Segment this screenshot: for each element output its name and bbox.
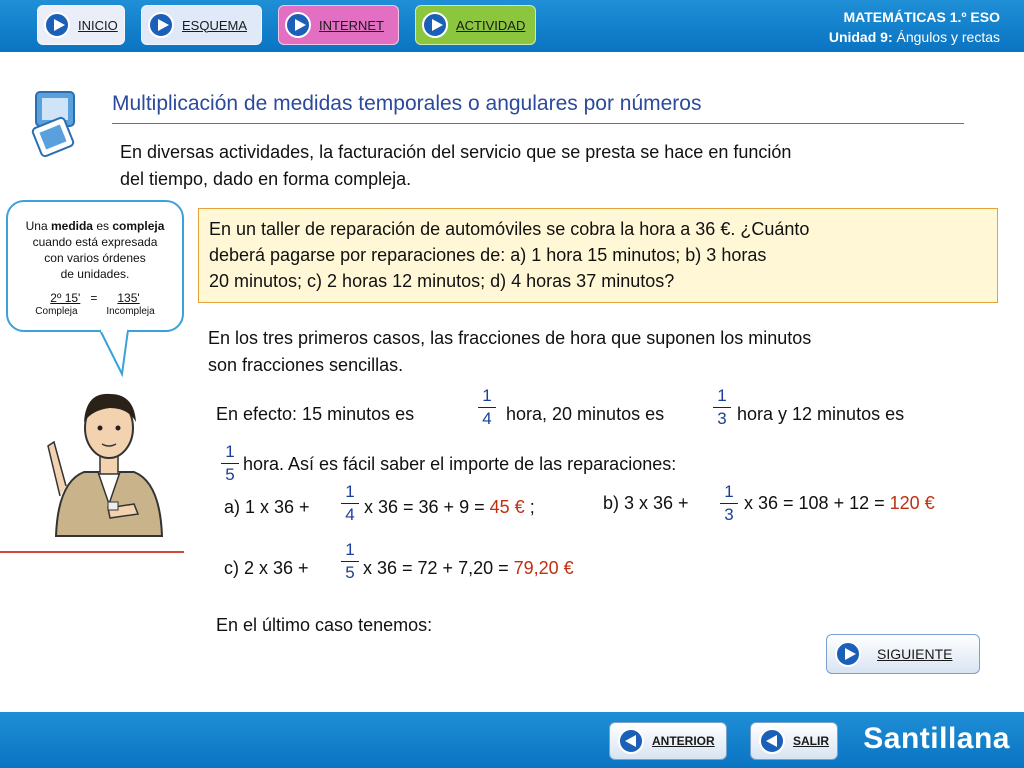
salir-label: SALIR (793, 734, 829, 748)
nav-actividad-label: ACTIVIDAD (456, 17, 526, 33)
play-icon (422, 12, 448, 38)
definition-bubble: Una medida es compleja cuando está expresada con varios órdenes de unidades. 2º 15' = 135' Compleja Incompleja (6, 200, 184, 332)
unit-info (829, 7, 1000, 47)
siguiente-label: SIGUIENTE (877, 646, 953, 662)
anterior-button[interactable] (609, 722, 727, 760)
incomplex-measure: 135' (117, 291, 140, 305)
complex-measure: 2º 15' (50, 291, 81, 305)
calc-b-post: x 36 = 108 + 12 = 120 € (744, 493, 935, 513)
calc-b-result: 120 € (889, 493, 935, 513)
play-icon (285, 12, 311, 38)
calc-c-result: 79,20 € (513, 558, 574, 578)
siguiente-button[interactable] (826, 634, 980, 674)
floor-line (0, 551, 184, 553)
nav-actividad-button[interactable] (415, 5, 536, 45)
calc-b-fraction: 1 3 (720, 482, 738, 525)
incomplex-label: Incompleja (106, 306, 155, 317)
calc-a-post: x 36 = 36 + 9 = 45 € ; (364, 497, 535, 517)
page-title: Multiplicación de medidas temporales o angulares por números (112, 92, 702, 115)
fraction-one-quarter: 1 4 (478, 386, 496, 429)
top-bar (0, 0, 1024, 52)
calc-a-pre: a) 1 x 36 + (224, 497, 310, 517)
fraction-one-fifth: 1 5 (221, 442, 239, 485)
efecto-text-d: hora. Así es fácil saber el importe de las reparaciones: (243, 454, 677, 474)
nav-esquema-label: ESQUEMA (182, 17, 248, 33)
nav-inicio-label: INICIO (78, 17, 118, 33)
explanation-text: En los tres primeros casos, las fracciones de hora que suponen los minutos son fracciones sencillas. (208, 328, 812, 375)
anterior-label: ANTERIOR (652, 734, 715, 748)
calc-a-fraction: 1 4 (341, 482, 359, 525)
calc-c-pre: c) 2 x 36 + (224, 558, 309, 578)
complex-label: Compleja (35, 306, 78, 317)
santillana-logo: Santillana (863, 722, 1010, 755)
calc-c-fraction: 1 5 (341, 540, 359, 583)
efecto-text-a: En efecto: 15 minutos es (216, 404, 415, 424)
calc-b-pre: b) 3 x 36 + (603, 493, 689, 513)
intro-text: En diversas actividades, la facturación del servicio que se presta se hace en función del tiempo, dado en forma compleja. (120, 142, 792, 189)
play-icon (44, 12, 70, 38)
back-icon (618, 728, 644, 754)
calc-a-result: 45 € (489, 497, 525, 517)
cards-icon (30, 88, 86, 160)
efecto-text-c: hora y 12 minutos es (737, 404, 905, 424)
nav-internet-label: INTERNET (319, 17, 384, 33)
subject-title: MATEMÁTICAS 1.º ESO (843, 9, 1000, 25)
title-divider (112, 123, 964, 124)
calc-c-post: x 36 = 72 + 7,20 = 79,20 € (363, 558, 574, 578)
unit-title: Unidad 9: Ángulos y rectas (828, 29, 1000, 45)
back-icon (759, 728, 785, 754)
bubble-tail-icon (98, 328, 132, 378)
efecto-text-b: hora, 20 minutos es (506, 404, 665, 424)
salir-button[interactable] (750, 722, 838, 760)
nav-inicio-button[interactable] (37, 5, 125, 45)
fraction-one-third: 1 3 (713, 386, 731, 429)
nav-esquema-button[interactable] (141, 5, 262, 45)
problem-statement: En un taller de reparación de automóviles se cobra la hora a 36 €. ¿Cuánto deberá pagarse por reparaciones de: a) 1 hora 15 minutos; b) 3 horas 20 minutos; c) 2 horas 12 minutos; d) 4 horas 37 minutos? (198, 208, 998, 303)
bottom-bar (0, 712, 1024, 768)
nav-internet-button[interactable] (278, 5, 399, 45)
play-icon (835, 641, 861, 667)
last-case-text: En el último caso tenemos: (216, 615, 433, 635)
play-icon (148, 12, 174, 38)
student-character-icon (38, 386, 184, 552)
